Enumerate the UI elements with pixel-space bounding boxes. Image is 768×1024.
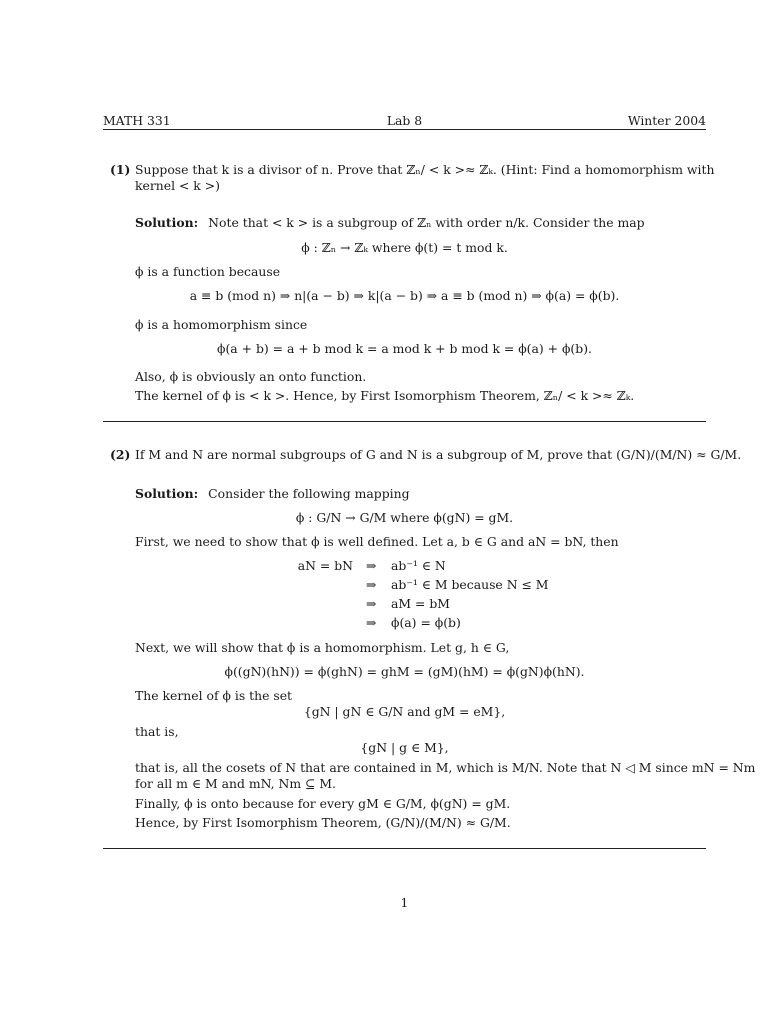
section-rule bbox=[103, 421, 706, 422]
solution-intro: Consider the following mapping bbox=[208, 486, 410, 501]
implies-arrow: ⇒ bbox=[366, 615, 377, 630]
problem-1-statement: Suppose that k is a divisor of n. Prove that ℤₙ/ < k >≈ ℤₖ. (Hint: Find a homomorphism with bbox=[135, 162, 715, 177]
well-defined-text: First, we need to show that ϕ is well defined. Let a, b ∈ G and aN = bN, then bbox=[135, 534, 619, 549]
derivation-rhs: ab⁻¹ ∈ M because N ≤ M bbox=[391, 577, 549, 592]
problem-2-number: (2) bbox=[110, 447, 131, 462]
homomorphism-equation: ϕ(a + b) = a + b mod k = a mod k + b mod k = ϕ(a) + ϕ(b). bbox=[217, 341, 592, 356]
implies-arrow: ⇒ bbox=[366, 596, 377, 611]
implies-arrow: ⇒ bbox=[366, 577, 377, 592]
kernel-set-simplified: {gN | g ∈ M}, bbox=[360, 740, 449, 755]
solution-intro: Note that < k > is a subgroup of ℤₙ with order n/k. Consider the map bbox=[208, 215, 645, 230]
cosets-text-cont: for all m ∈ M and mN, Nm ⊆ M. bbox=[135, 776, 336, 791]
kernel-conclusion: The kernel of ϕ is < k >. Hence, by First Isomorphism Theorem, ℤₙ/ < k >≈ ℤₖ. bbox=[135, 388, 635, 403]
problem-2-solution bbox=[135, 486, 410, 503]
homomorphism-equation: ϕ((gN)(hN)) = ϕ(ghN) = ghM = (gM)(hM) = ϕ(gN)ϕ(hN). bbox=[224, 664, 585, 679]
derivation-rhs: ϕ(a) = ϕ(b) bbox=[391, 615, 461, 630]
kernel-text: The kernel of ϕ is the set bbox=[135, 688, 293, 703]
course-label: MATH 331 bbox=[103, 113, 171, 128]
homomorphism-text: Next, we will show that ϕ is a homomorphism. Let g, h ∈ G, bbox=[135, 640, 510, 655]
onto-text: Finally, ϕ is onto because for every gM ∈ G/M, ϕ(gN) = gM. bbox=[135, 796, 511, 811]
solution-label: Solution: bbox=[135, 486, 199, 501]
function-text: ϕ is a function because bbox=[135, 264, 281, 279]
page-number: 1 bbox=[400, 895, 409, 910]
cosets-text: that is, all the cosets of N that are contained in M, which is M/N. Note that N ◁ M since mN = Nm bbox=[135, 760, 756, 775]
header-rule bbox=[103, 129, 706, 130]
term-label: Winter 2004 bbox=[627, 113, 706, 128]
implies-arrow: ⇒ bbox=[366, 558, 377, 573]
page-header bbox=[103, 113, 706, 129]
derivation-rhs: aM = bM bbox=[391, 596, 450, 611]
derivation-rhs: ab⁻¹ ∈ N bbox=[391, 558, 446, 573]
kernel-set: {gN | gN ∈ G/N and gM = eM}, bbox=[303, 704, 506, 719]
that-is-text: that is, bbox=[135, 724, 179, 739]
problem-1-statement-cont: kernel < k >) bbox=[135, 178, 220, 193]
onto-text: Also, ϕ is obviously an onto function. bbox=[135, 369, 367, 384]
derivation-lhs: aN = bN bbox=[297, 558, 353, 573]
derivation-block bbox=[0, 558, 768, 628]
conclusion-text: Hence, by First Isomorphism Theorem, (G/N)/(M/N) ≈ G/M. bbox=[135, 815, 511, 830]
lab-title: Lab 8 bbox=[386, 113, 423, 128]
problem-1-solution bbox=[135, 215, 645, 232]
function-equation: a ≡ b (mod n) ⇒ n|(a − b) ⇒ k|(a − b) ⇒ a ≡ b (mod n) ⇒ ϕ(a) = ϕ(b). bbox=[189, 288, 620, 303]
solution-label: Solution: bbox=[135, 215, 199, 230]
homomorphism-text: ϕ is a homomorphism since bbox=[135, 317, 308, 332]
bottom-rule bbox=[103, 848, 706, 849]
problem-2-statement: If M and N are normal subgroups of G and N is a subgroup of M, prove that (G/N)/(M/N) ≈ G/M. bbox=[135, 447, 742, 462]
map-equation: ϕ : ℤₙ → ℤₖ where ϕ(t) = t mod k. bbox=[301, 240, 508, 255]
problem-1-number: (1) bbox=[110, 162, 131, 177]
mapping-equation: ϕ : G/N → G/M where ϕ(gN) = gM. bbox=[295, 510, 514, 525]
